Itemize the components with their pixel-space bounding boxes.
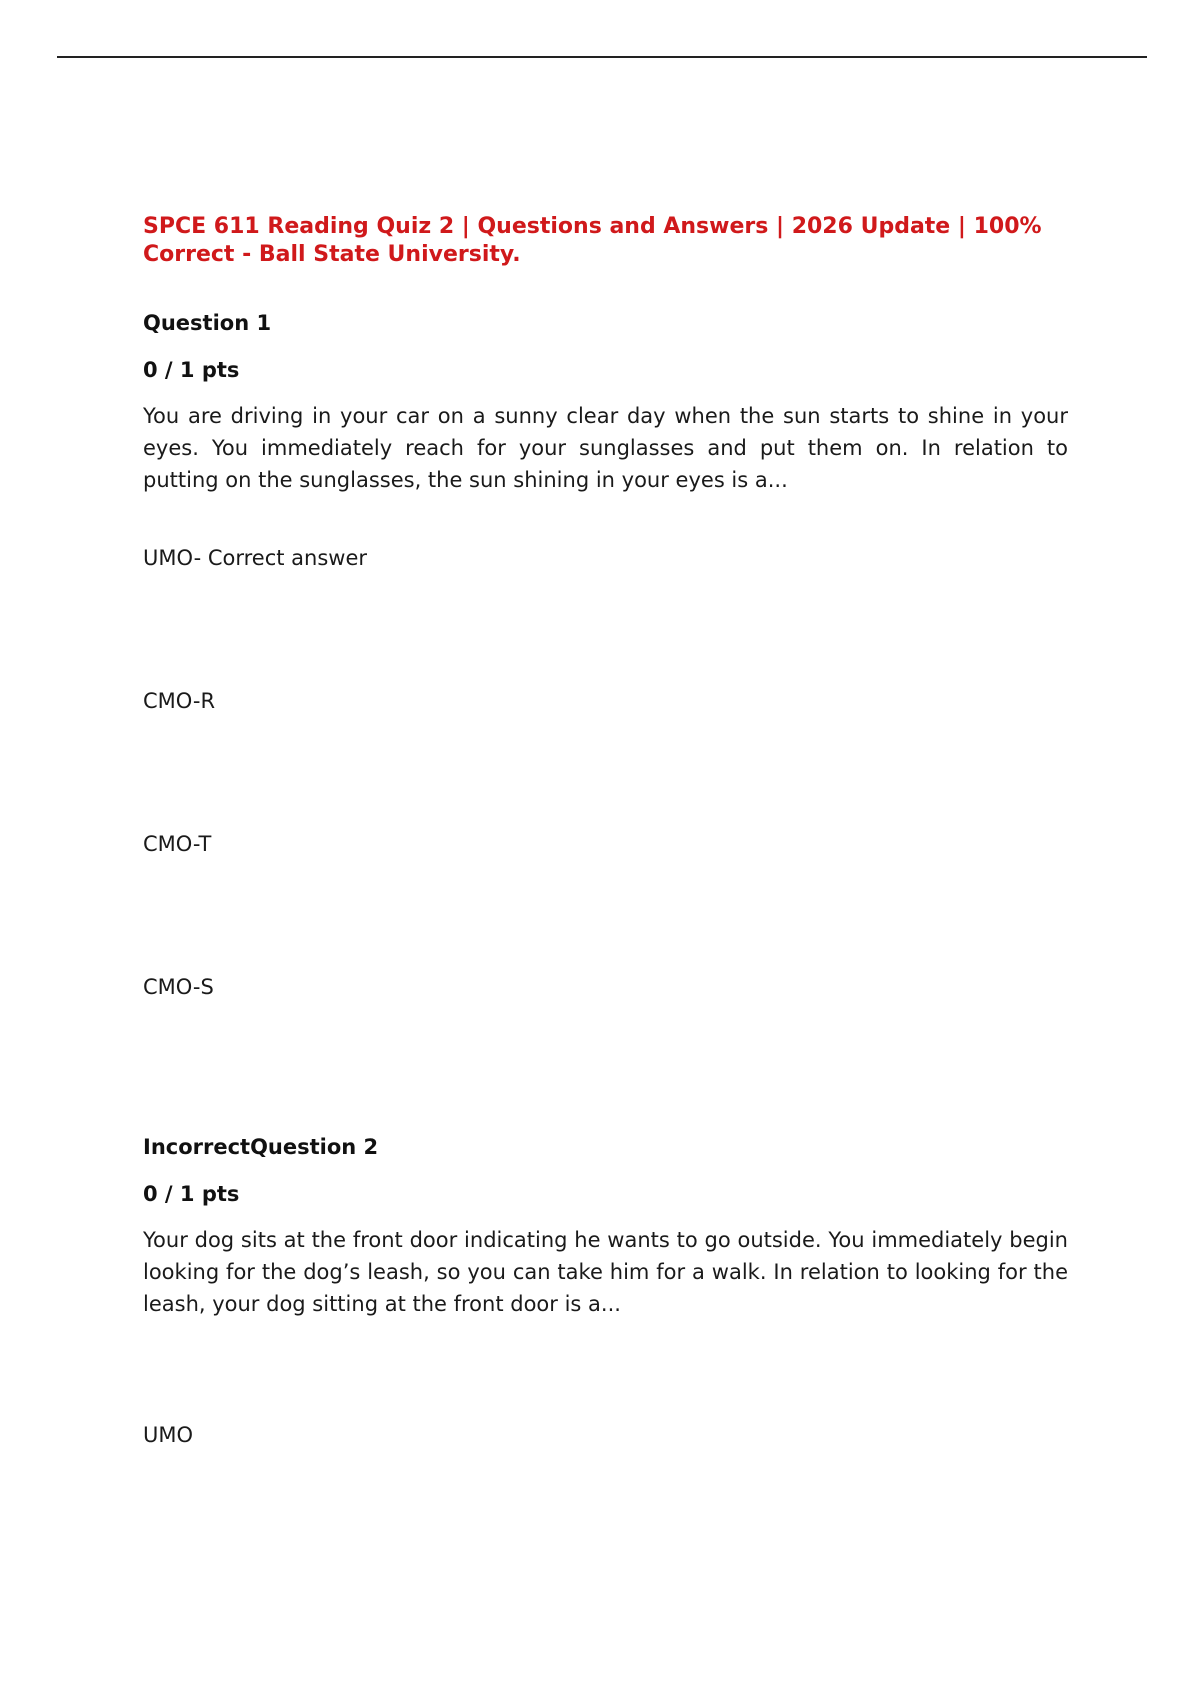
question-2-points: 0 / 1 pts xyxy=(143,1182,240,1206)
question-1-points: 0 / 1 pts xyxy=(143,358,240,382)
question-2-heading: IncorrectQuestion 2 xyxy=(143,1135,379,1159)
question-1-answer-2: CMO-R xyxy=(143,689,216,713)
question-1-text: You are driving in your car on a sunny clear day when the sun starts to shine in your eyes. You immediately reach for your sunglasses and put them on. In relation to putting on the sunglasses, the sun shining in your eyes is a... xyxy=(143,404,1068,492)
question-2-answer-1: UMO xyxy=(143,1423,194,1447)
question-1-answer-1: UMO- Correct answer xyxy=(143,546,368,570)
question-1 xyxy=(143,309,1068,999)
question-1-heading: Question 1 xyxy=(143,311,272,335)
question-1-answer-3: CMO-T xyxy=(143,832,212,856)
question-1-answer-4: CMO-S xyxy=(143,975,214,999)
question-2-text: Your dog sits at the front door indicating he wants to go outside. You immediately begin looking for the dog’s leash, so you can take him for a walk. In relation to looking for the leash, your dog sitting at the front door is a... xyxy=(143,1228,1068,1316)
top-rule xyxy=(57,56,1147,58)
question-2 xyxy=(143,1133,1068,1447)
document-body xyxy=(143,213,1068,1447)
document-title: SPCE 611 Reading Quiz 2 | Questions and Answers | 2026 Update | 100% Correct - Ball State University. xyxy=(143,214,1042,267)
